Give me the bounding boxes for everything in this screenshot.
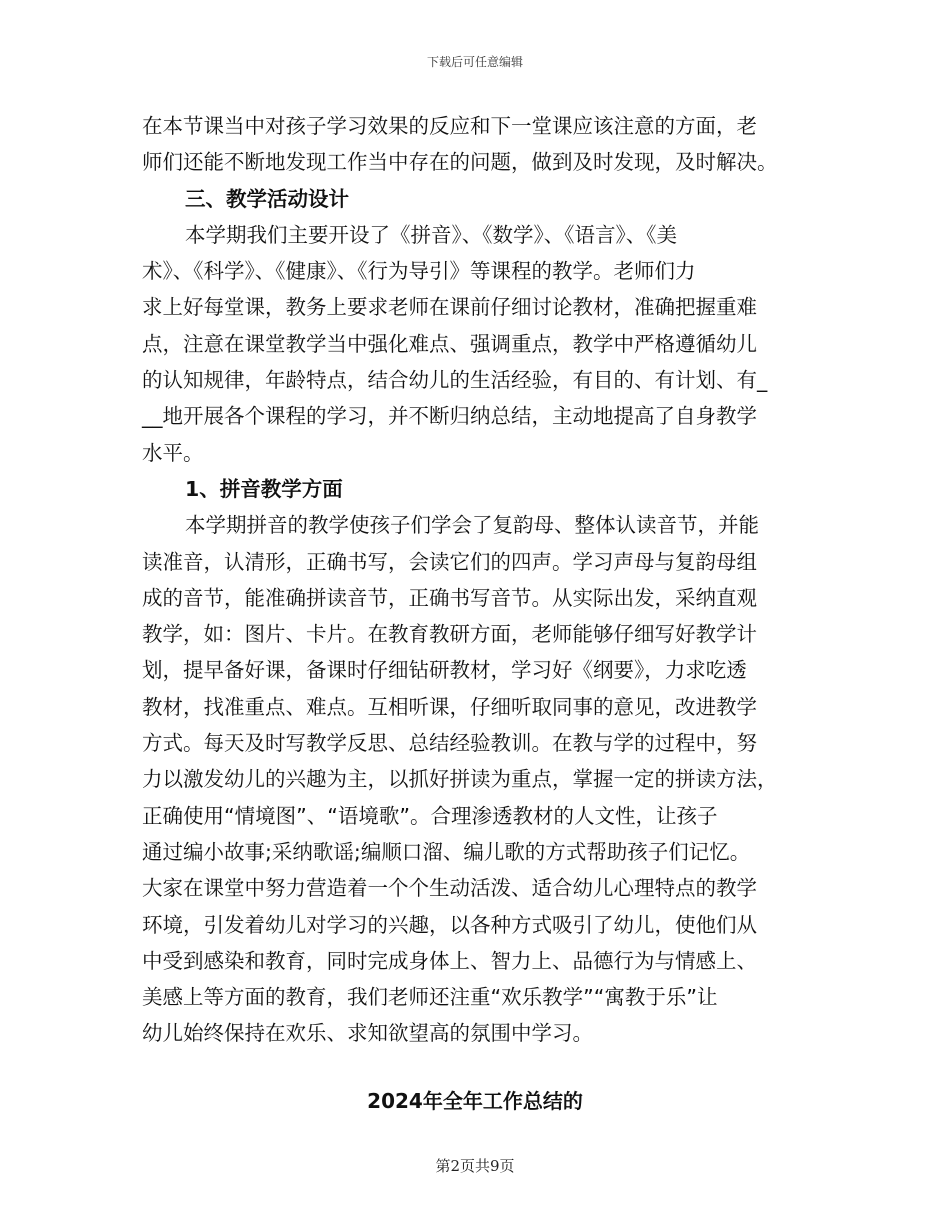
paragraph-line: 划，提早备好课，备课时仔细钻研教材，学习好《纲要》，力求吃透 bbox=[142, 658, 747, 683]
next-document-title: 2024年全年工作总结的 bbox=[367, 1089, 583, 1113]
section-heading: 三、教学活动设计 bbox=[185, 186, 349, 211]
paragraph-line: 中受到感染和教育，同时完成身体上、智力上、品德行为与情感上、 bbox=[142, 948, 757, 973]
paragraph-line: __地开展各个课程的学习，并不断归纳总结，主动地提高了自身教学 bbox=[142, 404, 757, 429]
paragraph-line: 美感上等方面的教育，我们老师还注重“欢乐教学”“寓教于乐”让 bbox=[142, 985, 718, 1010]
paragraph-line: 幼儿始终保持在欢乐、求知欲望高的氛围中学习。 bbox=[142, 1021, 593, 1046]
paragraph-line: 环境，引发着幼儿对学习的兴趣，以各种方式吸引了幼儿，使他们从 bbox=[142, 912, 757, 937]
paragraph-line: 本学期我们主要开设了《拼音》、《数学》、《语言》、《美 bbox=[185, 222, 677, 247]
paragraph-line: 本学期拼音的教学使孩子们学会了复韵母、整体认读音节，并能 bbox=[185, 513, 759, 538]
document-body bbox=[142, 108, 822, 1052]
page-header: 下载后可任意编辑 bbox=[426, 55, 523, 69]
paragraph-line: 通过编小故事;采纳歌谣;编顺口溜、编儿歌的方式帮助孩子们记忆。 bbox=[142, 839, 751, 864]
paragraph-line: 术》、《科学》、《健康》、《行为导引》等课程的教学。老师们力 bbox=[142, 259, 696, 284]
paragraph-line: 力以激发幼儿的兴趣为主，以抓好拼读为重点，掌握一定的拼读方法， bbox=[142, 767, 778, 792]
page-footer: 第2页共9页 bbox=[435, 1157, 515, 1175]
subsection-heading: 1、拼音教学方面 bbox=[185, 476, 343, 501]
paragraph-line: 教学，如：图片、卡片。在教育教研方面，老师能够仔细写好教学计 bbox=[142, 622, 757, 647]
paragraph-line: 水平。 bbox=[142, 440, 204, 465]
paragraph-line: 读准音，认清形，正确书写，会读它们的四声。学习声母与复韵母组 bbox=[142, 549, 757, 574]
paragraph-line: 大家在课堂中努力营造着一个个生动活泼、适合幼儿心理特点的教学 bbox=[142, 876, 757, 901]
paragraph-line: 正确使用“情境图”、“语境歌”。合理渗透教材的人文性，让孩子 bbox=[142, 803, 718, 828]
paragraph-line: 成的音节，能准确拼读音节，正确书写音节。从实际出发，采纳直观 bbox=[142, 585, 757, 610]
paragraph-line: 在本节课当中对孩子学习效果的反应和下一堂课应该注意的方面，老 bbox=[142, 114, 757, 138]
paragraph-line: 师们还能不断地发现工作当中存在的问题，做到及时发现，及时解决。 bbox=[142, 150, 778, 175]
paragraph-line: 教材，找准重点、难点。互相听课，仔细听取同事的意见，改进教学 bbox=[142, 694, 757, 719]
paragraph-line: 方式。每天及时写教学反思、总结经验教训。在教与学的过程中，努 bbox=[142, 731, 757, 756]
paragraph-line: 求上好每堂课，教务上要求老师在课前仔细讨论教材，准确把握重难 bbox=[142, 295, 757, 320]
paragraph-line: 点，注意在课堂教学当中强化难点、强调重点，教学中严格遵循幼儿 bbox=[142, 331, 757, 356]
paragraph-line: 的认知规律，年龄特点，结合幼儿的生活经验，有目的、有计划、有_ bbox=[142, 368, 768, 393]
